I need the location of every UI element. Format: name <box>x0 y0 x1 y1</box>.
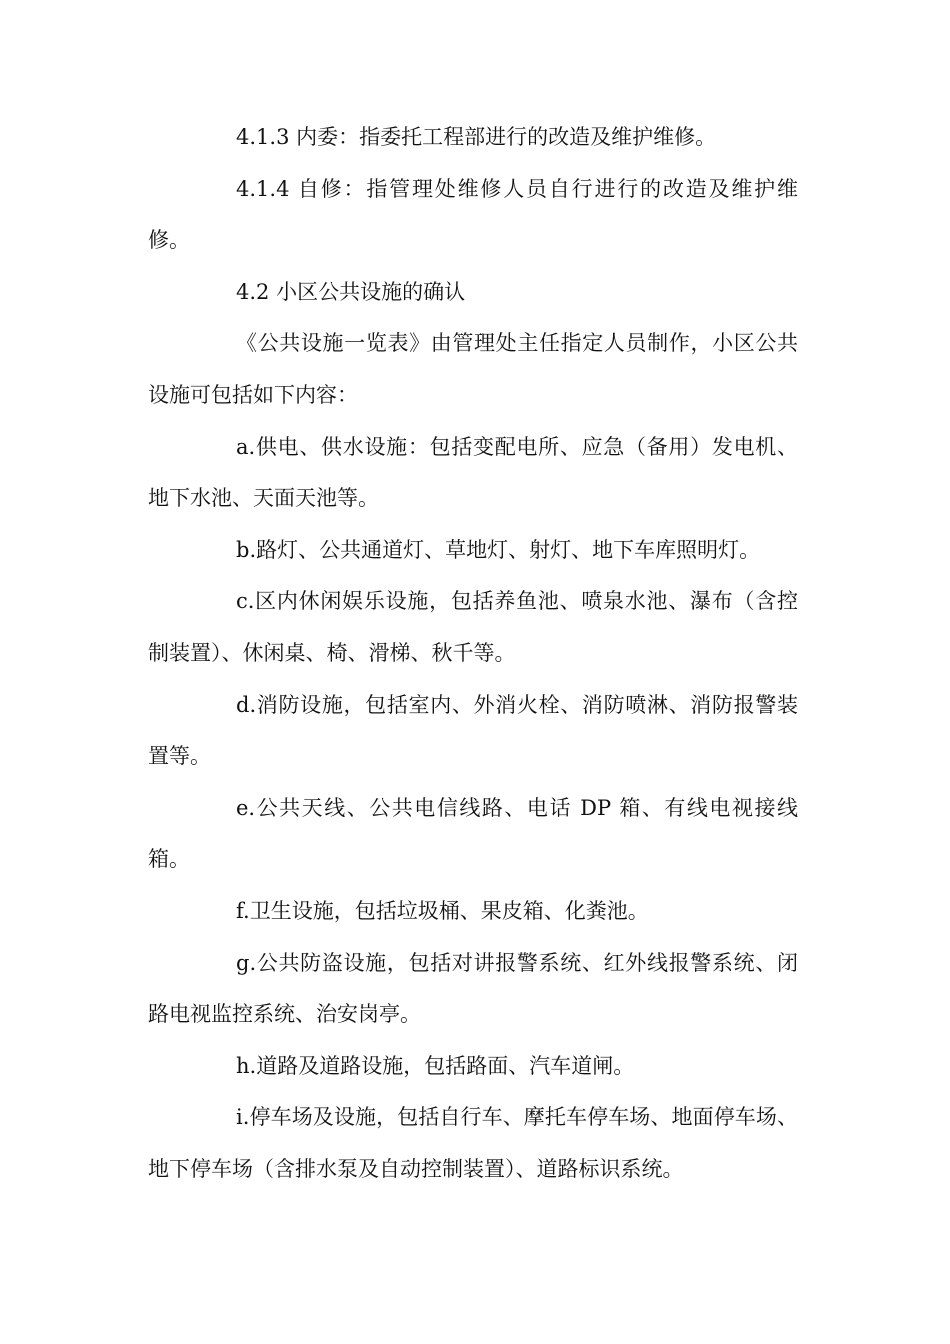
list-item-h: h.道路及道路设施，包括路面、汽车道闸。 <box>236 1053 635 1078</box>
list-item-g: g.公共防盗设施，包括对讲报警系统、红外线报警系统、闭路电视监控系统、治安岗亭。 <box>148 950 798 1027</box>
section-heading-4-2: 4.2 小区公共设施的确认 <box>236 279 466 304</box>
list-item-c: c.区内休闲娱乐设施，包括养鱼池、喷泉水池、瀑布（含控制装置）、休闲桌、椅、滑梯、秋千等。 <box>148 589 798 665</box>
list-item-e: e.公共天线、公共电信线路、电话 DP 箱、有线电视接线箱。 <box>148 795 798 872</box>
paragraph-4-1-4: 4.1.4 自修：指管理处维修人员自行进行的改造及维护维修。 <box>148 176 798 253</box>
list-item-i: i.停车场及设施，包括自行车、摩托车停车场、地面停车场、地下停车场（含排水泵及自动控制装置）、道路标识系统。 <box>148 1105 798 1181</box>
list-item-f: f.卫生设施，包括垃圾桶、果皮箱、化粪池。 <box>236 898 649 923</box>
list-item-a: a.供电、供水设施：包括变配电所、应急（备用）发电机、地下水池、天面天池等。 <box>148 434 798 511</box>
document-body <box>148 112 798 1195</box>
paragraph-intro: 《公共设施一览表》由管理处主任指定人员制作，小区公共设施可包括如下内容： <box>148 331 798 407</box>
list-item-b: b.路灯、公共通道灯、草地灯、射灯、地下车库照明灯。 <box>236 537 761 562</box>
list-item-d: d.消防设施，包括室内、外消火栓、消防喷淋、消防报警装置等。 <box>148 692 798 769</box>
paragraph-4-1-3: 4.1.3 内委：指委托工程部进行的改造及维护维修。 <box>236 125 717 149</box>
